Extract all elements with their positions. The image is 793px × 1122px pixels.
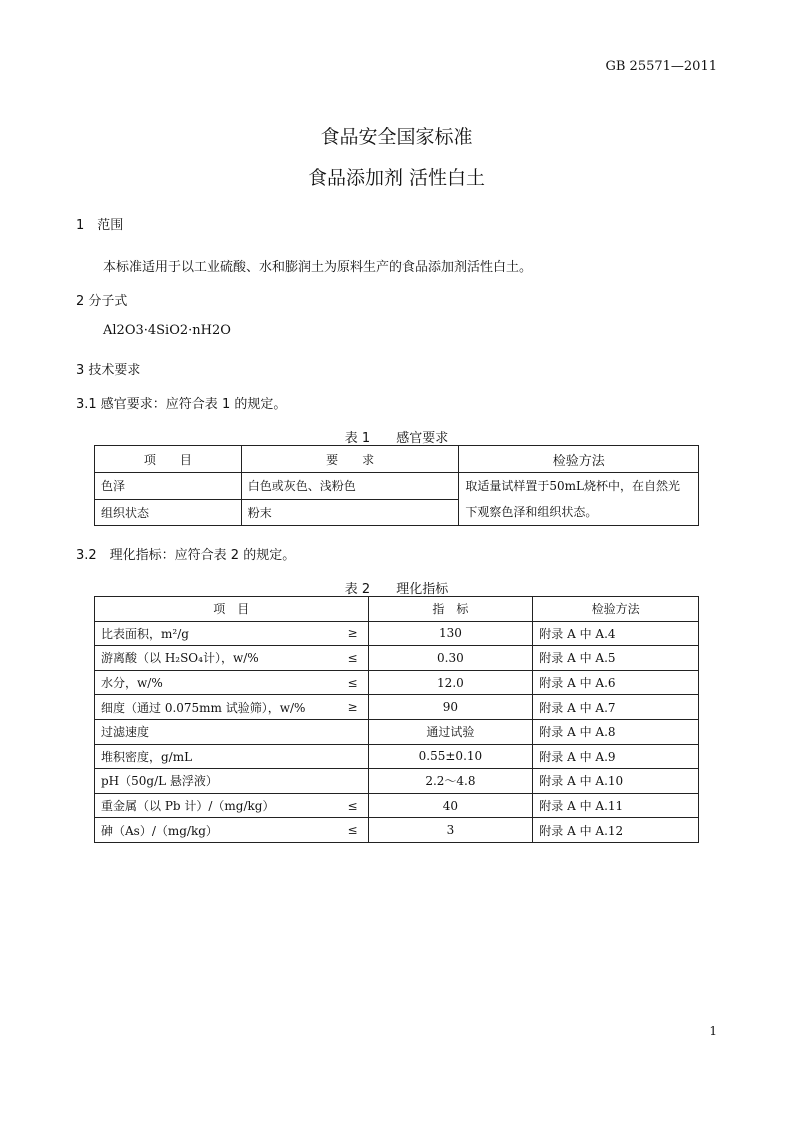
table-row — [95, 769, 699, 794]
page-title: 食品安全国家标准 — [320, 126, 473, 148]
table-header-cell: 指 标 — [368, 597, 533, 622]
table-header-row — [95, 597, 699, 622]
item-label: 游离酸（以 H₂SO₄计），w/% — [101, 651, 259, 666]
table-1-caption — [0, 427, 793, 446]
comparison-symbol: ≤ — [347, 823, 358, 838]
item-label: 细度（通过 0.075mm 试验筛），w/% — [101, 700, 306, 715]
table-cell: 粉末 — [241, 499, 459, 526]
table-row — [95, 695, 699, 720]
table-cell: 白色或灰色、浅粉色 — [241, 473, 459, 500]
table-2-caption-label: 表 2 — [344, 582, 371, 597]
table-cell-method: 附录 A 中 A.12 — [533, 818, 699, 843]
table-cell-method: 附录 A 中 A.9 — [533, 744, 699, 769]
item-label: pH（50g/L 悬浮液） — [101, 774, 218, 789]
table-header-row — [95, 446, 699, 473]
item-label: 过滤速度 — [101, 725, 150, 740]
table-cell-value: 12.0 — [368, 670, 533, 695]
comparison-symbol: ≥ — [347, 700, 358, 715]
table-cell-value: 130 — [368, 621, 533, 646]
table-cell-item — [95, 621, 369, 646]
table-cell: 色泽 — [95, 473, 242, 500]
table-2-caption-title: 理化指标 — [396, 582, 449, 597]
table-cell-item — [95, 670, 369, 695]
table-header-cell: 项 目 — [95, 446, 242, 473]
section-1-heading: 1 范围 — [76, 218, 124, 233]
molecular-formula: Al2O3·4SiO2·nH2O — [103, 323, 231, 338]
table-header-cell: 检验方法 — [533, 597, 699, 622]
table-cell-method: 附录 A 中 A.5 — [533, 646, 699, 671]
table-cell-item — [95, 695, 369, 720]
table-row — [95, 670, 699, 695]
table-row — [95, 744, 699, 769]
table-cell: 组织状态 — [95, 499, 242, 526]
table-cell-item — [95, 719, 369, 744]
section-3-1-heading: 3.1 感官要求：应符合表 1 的规定。 — [76, 397, 287, 412]
table-cell-method: 附录 A 中 A.10 — [533, 769, 699, 794]
table-header-cell: 要 求 — [241, 446, 459, 473]
comparison-symbol: ≤ — [347, 798, 358, 813]
table-cell-item — [95, 769, 369, 794]
table-header-cell: 检验方法 — [459, 446, 699, 473]
table-cell-method: 附录 A 中 A.4 — [533, 621, 699, 646]
comparison-symbol: ≥ — [347, 626, 358, 641]
table-header-cell: 项 目 — [95, 597, 369, 622]
item-label: 重金属（以 Pb 计）/（mg/kg） — [101, 799, 275, 814]
section-2-heading: 2 分子式 — [76, 294, 128, 309]
table-cell-value: 0.30 — [368, 646, 533, 671]
table-cell-item — [95, 818, 369, 843]
table-cell-value: 40 — [368, 793, 533, 818]
table-cell-value: 通过试验 — [368, 719, 533, 744]
table-1-caption-title: 感官要求 — [396, 431, 449, 446]
section-3-heading: 3 技术要求 — [76, 363, 141, 378]
table-cell-item — [95, 646, 369, 671]
item-label: 堆积密度，g/mL — [101, 749, 193, 764]
table-row — [95, 719, 699, 744]
table-row — [95, 621, 699, 646]
comparison-symbol: ≤ — [347, 650, 358, 665]
standard-code: GB 25571—2011 — [605, 59, 717, 74]
table-cell-value: 3 — [368, 818, 533, 843]
table-cell-item — [95, 744, 369, 769]
table-2-caption — [0, 578, 793, 597]
item-label: 砷（As）/（mg/kg） — [101, 823, 218, 838]
page-subtitle: 食品添加剂 活性白土 — [307, 167, 486, 189]
sensory-requirements-table — [94, 445, 699, 526]
comparison-symbol: ≤ — [347, 675, 358, 690]
table-cell-value: 90 — [368, 695, 533, 720]
table-cell-value: 2.2～4.8 — [368, 769, 533, 794]
page-number: 1 — [709, 1024, 717, 1038]
table-cell-method: 附录 A 中 A.7 — [533, 695, 699, 720]
table-row — [95, 646, 699, 671]
item-label: 比表面积，m²/g — [101, 626, 189, 641]
table-row — [95, 473, 699, 500]
section-1-text: 本标准适用于以工业硫酸、水和膨润土为原料生产的食品添加剂活性白土。 — [103, 260, 533, 275]
table-cell-method: 附录 A 中 A.6 — [533, 670, 699, 695]
table-cell-item — [95, 793, 369, 818]
table-cell-value: 0.55±0.10 — [368, 744, 533, 769]
table-cell-method: 附录 A 中 A.11 — [533, 793, 699, 818]
table-1-caption-label: 表 1 — [344, 431, 371, 446]
section-3-2-heading: 3.2 理化指标：应符合表 2 的规定。 — [76, 548, 296, 563]
table-cell-method: 取适量试样置于50mL烧杯中，在自然光下观察色泽和组织状态。 — [459, 473, 699, 526]
table-cell-method: 附录 A 中 A.8 — [533, 719, 699, 744]
physicochemical-indicators-table — [94, 596, 699, 843]
table-row — [95, 818, 699, 843]
item-label: 水分，w/% — [101, 676, 163, 691]
table-row — [95, 793, 699, 818]
